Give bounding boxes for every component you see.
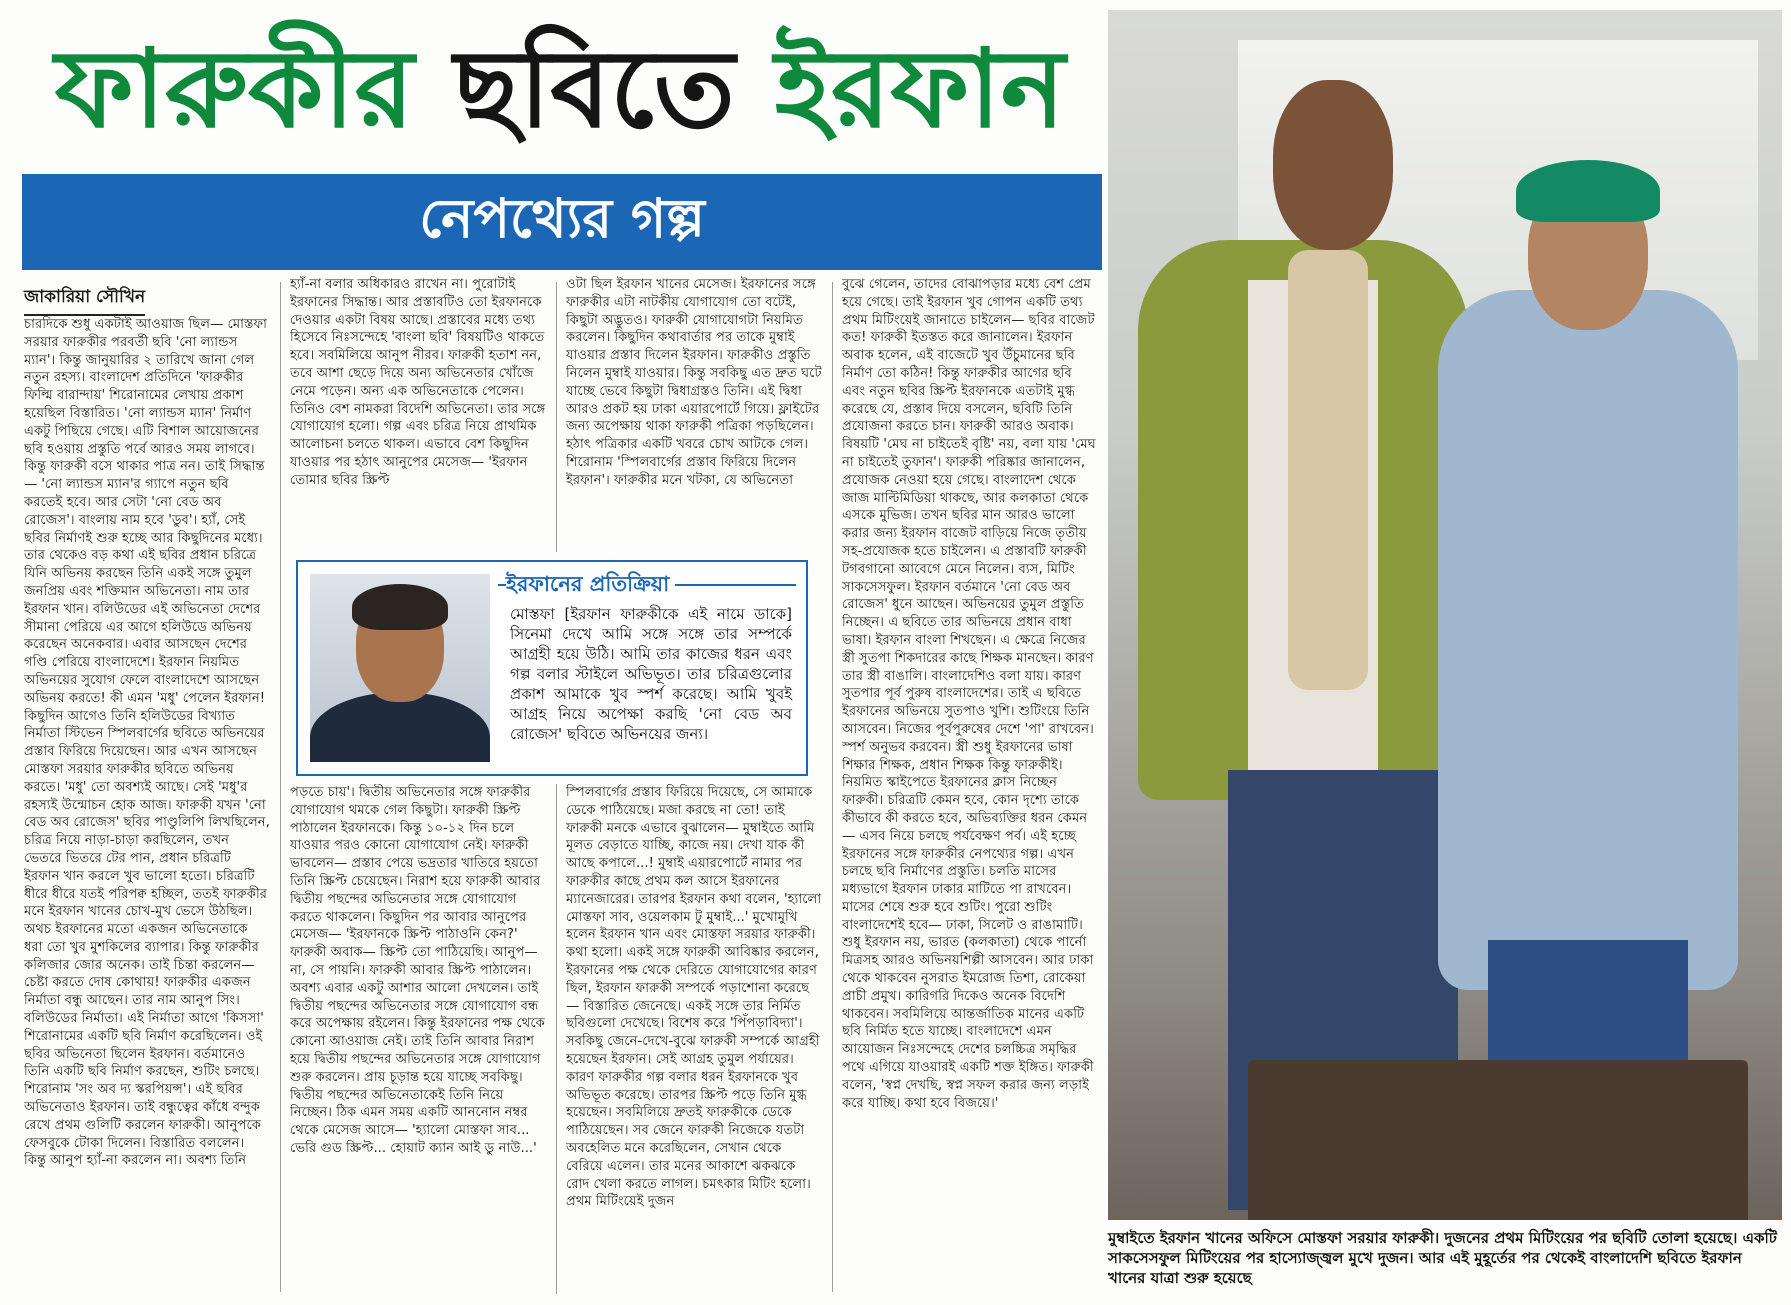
byline: জাকারিয়া সৌখিন <box>24 284 145 316</box>
headline-part-2: ছবিতে <box>453 26 735 152</box>
portrait-photo <box>310 574 490 762</box>
column-divider <box>832 282 833 1292</box>
banner-title: নেপথ্যের গল্প <box>419 187 705 250</box>
headline-part-1: ফারুকীর <box>54 26 414 152</box>
column-divider <box>280 282 281 1292</box>
column-divider <box>556 282 557 552</box>
article-column-3-bottom: স্পিলবার্গের প্রস্তাব ফিরিয়ে দিয়েছে, সে আমাকে ডেকে পাঠিয়েছে। মজা করছে না তো! তাই ফারুকী মনকে এভাবে বুঝালেন— মুম্বাইতে আমি মূলত বেড়াতে যাচ্ছি, কাজে নয়। দেখা যাক কী আছে কপালে...! মুম্বাই এয়ারপোর্টে নামার পর ফারুকীর কাছে প্রথম কল আসে ইরফানের ম্যানেজারের। তারপর ইরফান কথা বলেন, 'হ্যালো মোস্তফা সাব, ওয়েলকাম টু মুম্বাই...' মুখোমুখি হলেন ইরফান খান এবং মোস্তফা সরয়ার ফারুকী। কথা হলো। একই সঙ্গে ফারুকী আবিষ্কার করলেন, ইরফানের পক্ষ থেকে দেরিতে যোগাযোগের কারণ ছিল, ইরফান ফারুকী সম্পর্কে পড়াশোনা করেছে— বিস্তারিত জেনেছে। একই সঙ্গে তার নির্মিত ছবিগুলো দেখেছে। বিশেষ করে 'পিঁপড়াবিদ্যা'। সবকিছু জেনে-দেখে-বুঝে ফারুকী সম্পর্কে আগ্রহী হয়েছেন ইরফান। সেই আগ্রহ তুমুল পর্যায়ের। কারণ ফারুকীর গল্প বলার ধরন ইরফানকে খুব অভিভূত করেছে। তারপর স্ক্রিপ্ট পড়ে তিনি মুগ্ধ হয়েছেন। সবমিলিয়ে দ্রুতই ফারুকীকে ডেকে পাঠিয়েছেন। সব জেনে ফারুকী নিজেকে যতটা অবহেলিত মনে করেছিলেন, সেখান থেকে বেরিয়ে এলেন। তার মনের আকাশে ঝকঝকে রোদ খেলা করতে লাগল। চমৎকার মিটিং হলো। প্রথম মিটিংয়েই দুজন <box>566 785 822 1210</box>
article-column-2-top: হ্যাঁ-না বলার অধিকারও রাখেন না। পুরোটাই ইরফানের সিদ্ধান্ত। আর প্রস্তাবটিও তো ইরফানকে দেওয়ার একটা বিষয় আছে। প্রস্তাবের মধ্যে তথ্য হিসেবে নিঃসন্দেহে 'বাংলা ছবি' বিষয়টিও থাকতে হবে। সবমিলিয়ে আনুপ নীরব। ফারুকী হতাশ নন, তবে আশা ছেড়ে দিয়ে অন্য অভিনেতার খোঁজে নেমে পড়েন। অন্য এক অভিনেতাকে পেলেন। তিনিও বেশ নামকরা বিদেশি অভিনেতা। তার সঙ্গে যোগাযোগ হলো। গল্প এবং চরিত্র নিয়ে প্রাথমিক আলোচনা চলতে থাকল। এভাবে বেশ কিছুদিন যাওয়ার পর হঠাৎ আনুপের মেসেজ— 'ইরফান তোমার ছবির স্ক্রিপ্ট <box>290 277 546 488</box>
meeting-photo <box>1108 10 1782 1220</box>
sidebar-title: ইরফানের প্রতিক্রিয়া <box>506 568 675 603</box>
article-column-4: বুঝে গেলেন, তাদের বোঝাপড়ার মধ্যে বেশ প্রেম হয়ে গেছে। তাই ইরফান খুব গোপন একটি তথ্য প্রথম মিটিংয়েই জানাতে চাইলেন— ছবির বাজেট কত! ফারুকী ইতস্তত করে জানালেন। ইরফান অবাক হলেন, এই বাজেটে খুব উঁচুমানের ছবি নির্মাণ তো কঠিন! কিন্তু ফারুকীর আগের ছবি এবং নতুন ছবির স্ক্রিপ্ট ইরফানকে এতটাই মুগ্ধ করেছে যে, প্রস্তাব দিয়ে বসলেন, ছবিটি তিনি প্রযোজনা করতে চান। ফারুকী আরও অবাক। বিষয়টি 'মেঘ না চাইতেই বৃষ্টি' নয়, বলা যায় 'মেঘ না চাইতেই তুফান'। ফারুকী পরিষ্কার জানালেন, প্রযোজক নেওয়া হয়ে গেছে। বাংলাদেশ থেকে জাজ মাল্টিমিডিয়া থাকছে, আর কলকাতা থেকে এসকে মুভিজ। তখন ছবির মান আরও ভালো করার জন্য ইরফান বাজেট বাড়িয়ে নিজে তৃতীয় সহ-প্রযোজক হতে চাইলেন। এ প্রস্তাবটি ফারুকী টগবগানো আবেগে মেনে নিলেন। ব্যস, মিটিং সাকসেসফুল। ইরফান বর্তমানে 'নো বেড অব রোজেস' ধুনে আছেন। অভিনয়ের তুমুল প্রস্তুতি নিচ্ছেন। এ ছবিতে তার অভিনয়ে প্রধান বাধা ভাষা। ইরফান বাংলা শিখছেন। এ ক্ষেত্রে নিজের স্ত্রী সুতপা শিকদারের কাছে শিক্ষক মানছেন। কারণ তার স্ত্রী বাঙালি। বাংলাদেশিও বলা যায়। কারণ সুতপার পূর্ব পুরুষ বাংলাদেশের। তাই এ ছবিতে ইরফানের অভিনয়ে সুতপাও খুশি। শুটিংয়ে তিনি আসবেন। নিজের পূর্বপুরুষের দেশে 'পা' রাখবেন। স্পর্শ অনুভব করবেন। স্ত্রী শুধু ইরফানের ভাষা শিক্ষার শিক্ষক, প্রধান শিক্ষক কিন্তু ফারুকীই। নিয়মিত স্কাইপেতে ইরফানের ক্লাস নিচ্ছেন ফারুকী। চরিত্রটি কেমন হবে, কোন দৃশ্যে তাকে কীভাবে কী করতে হবে, অভিব্যক্তির ধরন কেমন— এসব নিয়ে চলছে পর্যবেক্ষণ পর্ব। এই হচ্ছে ইরফানের সঙ্গে ফারুকীর নেপথ্যের গল্প। এখন চলছে ছবি নির্মাণের প্রস্তুতি। চলতি মাসের মধ্যভাগে ইরফান ঢাকার মাটিতে পা রাখবেন। মাসের শেষে শুরু হবে শুটিং। পুরো শুটিং বাংলাদেশেই হবে— ঢাকা, সিলেট ও রাঙামাটি। শুধু ইরফান নয়, ভারত (কলকাতা) থেকে পার্নো মিত্রসহ আরও অভিনয়শিল্পী আসবেন। আর ঢাকা থেকে থাকবেন নুসরাত ইমরোজ তিশা, রোকেয়া প্রাচী প্রমুখ। কারিগরি দিকেও অনেক বিদেশি থাকবেন। সবমিলিয়ে আন্তর্জাতিক মানের একটি ছবি নির্মিত হতে যাচ্ছে। বাংলাদেশে এমন আয়োজন নিঃসন্দেহে দেশের চলচ্চিত্র সমৃদ্ধির পথে এগিয়ে যাওয়ারই একটি শক্ত ইঙ্গিত। ফারুকী বলেন, 'স্বপ্ন দেখছি, স্বপ্ন সফল করার জন্য লড়াই করে যাচ্ছি। কথা হবে বিজয়ে।' <box>842 277 1096 1111</box>
reaction-sidebar <box>296 560 808 776</box>
article-column-2-bottom: পড়তে চায়'। দ্বিতীয় অভিনেতার সঙ্গে ফারুকীর যোগাযোগ থমকে গেল কিছুটা। ফারুকী স্ক্রিপ্ট পাঠালেন ইরফানকে। কিন্তু ১০-১২ দিন চলে যাওয়ার পরও কোনো যোগাযোগ নেই। ফারুকী ভাবলেন— প্রস্তাব পেয়ে ভদ্রতার খাতিরে হয়তো তিনি স্ক্রিপ্ট চেয়েছেন। নিরাশ হয়ে ফারুকী আবার দ্বিতীয় পছন্দের অভিনেতার সঙ্গে যোগাযোগ করতে থাকলেন। কিছুদিন পর আবার আনুপের মেসেজ— 'ইরফানকে স্ক্রিপ্ট পাঠাওনি কেন?' ফারুকী অবাক— স্ক্রিপ্ট তো পাঠিয়েছি। আনুপ— না, সে পায়নি। ফারুকী আবার স্ক্রিপ্ট পাঠালেন। অবশ্য এবার একটু আশার আলো দেখলেন। তাই দ্বিতীয় পছন্দের অভিনেতার সঙ্গে যোগাযোগ বন্ধ করে অপেক্ষায় রইলেন। কিন্তু ইরফানের পক্ষ থেকে কোনো আওয়াজ নেই। তাই তিনি আবার নিরাশ হয়ে দ্বিতীয় পছন্দের অভিনেতার সঙ্গে যোগাযোগ শুরু করলেন। প্রায় চূড়ান্ত হয়ে যাচ্ছে সবকিছু। দ্বিতীয় পছন্দের অভিনেতাকেই তিনি নিয়ে নিচ্ছেন। ঠিক এমন সময় একটি আননোন নম্বর থেকে মেসেজ আসে— 'হ্যালো মোস্তফা সাব... ভেরি গুড স্ক্রিপ্ট... হোয়াট ক্যান আই ডু নাউ...' <box>290 785 545 1156</box>
column-divider <box>556 784 557 1294</box>
sidebar-quote: মোস্তফা [ইরফান ফারুকীকে এই নামে ডাকে] সিনেমা দেখে আমি সঙ্গে সঙ্গে তার সম্পর্কে আগ্রহী হয়ে উঠি। আমি তার কাজের ধরন এবং গল্প বলার স্টাইলে অভিভূত। তার চরিত্রগুলোর প্রকাশ আমাকে খুব স্পর্শ করেছে। আমি খুবই আগ্রহ নিয়ে অপেক্ষা করছি 'নো বেড অব রোজেস' ছবিতে অভিনয়ের জন্য। <box>510 605 792 743</box>
section-banner <box>22 174 1102 270</box>
headline-part-3: ইরফান <box>774 26 1066 152</box>
headline <box>20 12 1100 167</box>
article-column-1: চারদিকে শুধু একটাই আওয়াজ ছিল— মোস্তফা সরয়ার ফারুকীর পরবর্তী ছবি 'নো ল্যান্ডস ম্যান'। কিন্তু জানুয়ারির ২ তারিখে জানা গেল নতুন রহস্য। বাংলাদেশ প্রতিদিনে 'ফারুকীর ফিল্মি বারান্দায়' শিরোনামের লেখায় প্রকাশ হয়েছিল বিস্তারিত। 'নো ল্যান্ডস ম্যান' নির্মাণ একটু পিছিয়ে গেছে। এটি বিশাল আয়োজনের ছবি হওয়ায় প্রস্তুতি পর্বে আরও সময় লাগবে। কিন্তু ফারুকী বসে থাকার পাত্র নন। তাই সিদ্ধান্ত— 'নো ল্যান্ডস ম্যান'র গ্যাপে নতুন ছবি করতেই হবে। আর সেটা 'নো বেড অব রোজেস'। বাংলায় নাম হবে 'ডুব'। হ্যাঁ, সেই ছবির নির্মাণই শুরু হচ্ছে আর কিছুদিনের মধ্যে। তার থেকেও বড় কথা এই ছবির প্রধান চরিত্রে যিনি অভিনয় করছেন তিনি একই সঙ্গে তুমুল জনপ্রিয় এবং শক্তিমান অভিনেতা। নাম তার ইরফান খান। বলিউডের এই অভিনেতা দেশের সীমানা পেরিয়ে এর আগে হলিউডে অভিনয় করেছেন অনেকবার। এবার আসছেন দেশের গণ্ডি পেরিয়ে বাংলাদেশে। ইরফান নিয়মিত অভিনয়ের সুযোগ ফেলে বাংলাদেশে আসছেন অভিনয় করতে! কী এমন 'মধু' পেলেন ইরফান! কিছুদিন আগেও তিনি হলিউডের বিখ্যাত নির্মাতা স্টিভেন স্পিলবার্গের ছবিতে অভিনয়ের প্রস্তাব ফিরিয়ে দিয়েছেন। আর এখন আসছেন মোস্তফা সরয়ার ফারুকীর ছবিতে অভিনয় করতে। 'মধু' তো অবশ্যই আছে। সেই 'মধু'র রহস্যই উন্মোচন হোক আজ। ফারুকী যখন 'নো বেড অব রোজেস' ছবির পাণ্ডুলিপি লিখছিলেন, চরিত্র নিয়ে নাড়া-চাড়া করছিলেন, তখন ভেতরে ভিতরে টের পান, প্রধান চরিত্রটি ইরফান খান করলে খুব ভালো হতো। চরিত্রটি ধীরে ধীরে যতই পরিপক্ব হচ্ছিল, ততই ফারুকীর মনে ইরফান খানের চোখ-মুখ ভেসে উঠছিল। অথচ ইরফানের মতো একজন অভিনেতাকে ধরা তো খুব মুশকিলের ব্যাপার। কিন্তু ফারুকীর কলিজার জোর অনেক। তাই চিন্তা করলেন— চেষ্টা করতে দোষ কোথায়! ফারুকীর একজন নির্মাতা বন্ধু আছেন। তার নাম আনুপ সিং। বলিউডের নির্মাতা। এই নির্মাতা আগে 'কিসসা' শিরোনামের একটি ছবি নির্মাণ করেছিলেন। ওই ছবির অভিনেতা ছিলেন ইরফান। বর্তমানেও তিনি একটি ছবি নির্মাণ করছেন, শুটিং চলছে। শিরোনাম 'সং অব দ্য স্করপিয়ন্স'। এই ছবির অভিনেতাও ইরফান। তাই বন্ধুত্বের কাঁধে বন্দুক রেখে প্রথম গুলিটি করলেন ফারুকী। আনুপকে ফেসবুকে টোকা দিলেন। বিস্তারিত বললেন। কিন্তু আনুপ হ্যাঁ-না করলেন না। অবশ্য তিনি <box>24 317 270 1169</box>
article-column-3-top: ওটা ছিল ইরফান খানের মেসেজ। ইরফানের সঙ্গে ফারুকীর এটা নাটকীয় যোগাযোগ তো বটেই, কিছুটা অদ্ভুতও। ফারুকী যোগাযোগটা নিয়মিত করলেন। কিছুদিন কথাবার্তার পর তাকে মুম্বাই যাওয়ার প্রস্তাব দিলেন ইরফান। ফারুকীও প্রস্তুতি নিলেন মুম্বাই যাওয়ার। কিন্তু সবকিছু এত দ্রুত ঘটে যাচ্ছে ভেবে কিছুটা দ্বিধাগ্রস্তও তিনি। এই দ্বিধা আরও প্রকট হয় ঢাকা এয়ারপোর্টে গিয়ে। ফ্লাইটের জন্য অপেক্ষায় থাকা ফারুকী পত্রিকা পড়ছিলেন। হঠাৎ পত্রিকার একটি খবরে চোখ আটকে গেল। শিরোনাম 'স্পিলবার্গের প্রস্তাব ফিরিয়ে দিলেন ইরফান'। ফারুকীর মনে খটকা, যে অভিনেতা <box>566 277 822 488</box>
photo-caption: মুম্বাইতে ইরফান খানের অফিসে মোস্তফা সরয়ার ফারুকী। দুজনের প্রথম মিটিংয়ের পর ছবিটি তোলা হয়েছে। একটি সাকসেসফুল মিটিংয়ের পর হাস্যোজ্জ্বল মুখে দুজন। আর এই মুহূর্তের পর থেকেই বাংলাদেশি ছবিতে ইরফান খানের যাত্রা শুরু হয়েছে <box>1108 1229 1777 1287</box>
